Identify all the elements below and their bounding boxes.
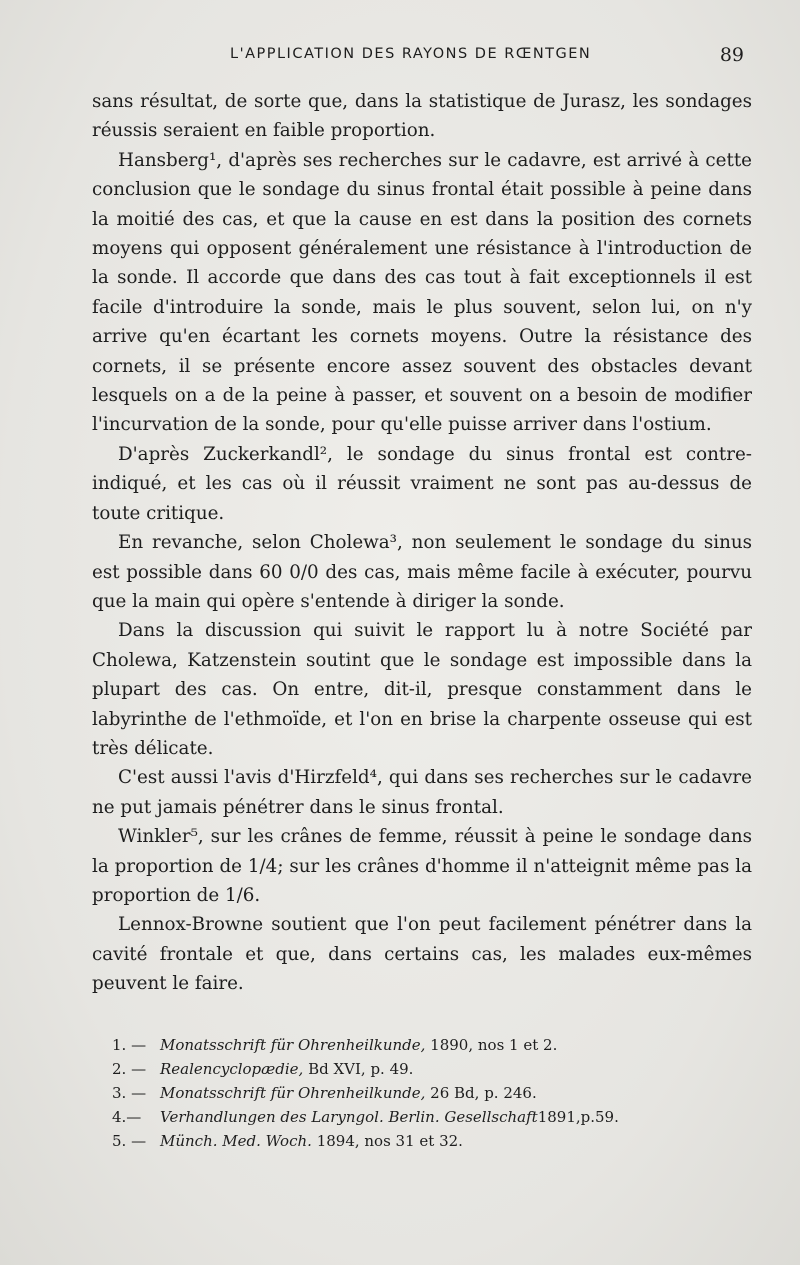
- paragraph: D'après Zuckerkandl², le sondage du sinus frontal est contre-indiqué, et les cas où il réussit vraiment ne sont pas au-dessus de toute critique.: [92, 443, 752, 524]
- footnote: [112, 1105, 752, 1129]
- footnote: [112, 1081, 752, 1105]
- paragraph: Lennox-Browne soutient que l'on peut facilement pénétrer dans la cavité frontale et que, dans certains cas, les malades eux-mêmes peuvent le faire.: [92, 914, 752, 995]
- footnote-details: 1891,p.59.: [537, 1108, 619, 1126]
- footnote: [112, 1129, 752, 1153]
- paragraph: En revanche, selon Cholewa³, non seulement le sondage du sinus est possible dans 60 0/0 des cas, mais même facile à exécuter, pourvu que la main qui opère s'entende à diriger la sonde.: [92, 532, 752, 612]
- paragraph: sans résultat, de sorte que, dans la statistique de Jurasz, les sondages réussis seraient en faible proportion.: [92, 91, 752, 142]
- footnote-marker: 4.—: [112, 1108, 142, 1126]
- footnote-marker: 1. —: [112, 1036, 147, 1054]
- footnotes: [112, 1033, 752, 1153]
- paragraph: Dans la discussion qui suivit le rapport lu à notre Société par Cholewa, Katzenstein soutint que le sondage est impossible dans la plupart des cas. On entre, dit-il, presque constamment dans le labyrinthe de l'ethmoïde, et l'on en brise la charpente osseuse qui est très délicate.: [92, 620, 752, 759]
- paragraph: Hansberg¹, d'après ses recherches sur le cadavre, est arrivé à cette conclusion que le sondage du sinus frontal était possible à peine dans la moitié des cas, et que la cause en est dans la position des cornets moyens qui opposent généralement une résistance à l'introduction de la sonde. Il accorde que dans des cas tout à fait exceptionnels il est facile d'introduire la sonde, mais le plus souvent, selon lui, on n'y arrive qu'en écartant les cornets moyens. Outre la résistance des cornets, il se présente encore assez souvent des obstacles devant lesquels on a de la peine à passer, et souvent on a besoin de modifier l'incurvation de la sonde, pour qu'elle puisse arriver dans l'ostium.: [92, 149, 752, 436]
- footnote-title: Münch. Med. Woch.: [160, 1132, 312, 1150]
- footnote-details: 1890, nos 1 et 2.: [425, 1036, 558, 1054]
- footnote: [112, 1033, 752, 1057]
- paragraph: C'est aussi l'avis d'Hirzfeld⁴, qui dans ses recherches sur le cadavre ne put jamais pénétrer dans le sinus frontal.: [92, 767, 752, 818]
- footnote: [112, 1057, 752, 1081]
- page-header: [92, 44, 748, 76]
- footnote-marker: 2. —: [112, 1060, 147, 1078]
- body-text: [92, 87, 752, 999]
- footnote-details: 26 Bd, p. 246.: [425, 1084, 537, 1102]
- footnote-title: Monatsschrift für Ohrenheilkunde,: [160, 1084, 426, 1102]
- footnote-marker: 5. —: [112, 1132, 147, 1150]
- running-head: L'APPLICATION DES RAYONS DE RŒNTGEN: [230, 46, 592, 62]
- page-number: 89: [719, 44, 744, 66]
- paragraph: Winkler⁵, sur les crânes de femme, réussit à peine le sondage dans la proportion de 1/4; sur les crânes d'homme il n'atteignit même pas la proportion de 1/6.: [92, 826, 752, 906]
- footnote-title: Monatsschrift für Ohrenheilkunde,: [160, 1036, 426, 1054]
- footnote-marker: 3. —: [112, 1084, 147, 1102]
- footnote-details: Bd XVI, p. 49.: [303, 1060, 414, 1078]
- footnote-title: Verhandlungen des Laryngol. Berlin. Gesellschaft: [160, 1108, 538, 1126]
- footnote-details: 1894, nos 31 et 32.: [311, 1132, 463, 1150]
- footnote-title: Realencyclopædie,: [160, 1060, 304, 1078]
